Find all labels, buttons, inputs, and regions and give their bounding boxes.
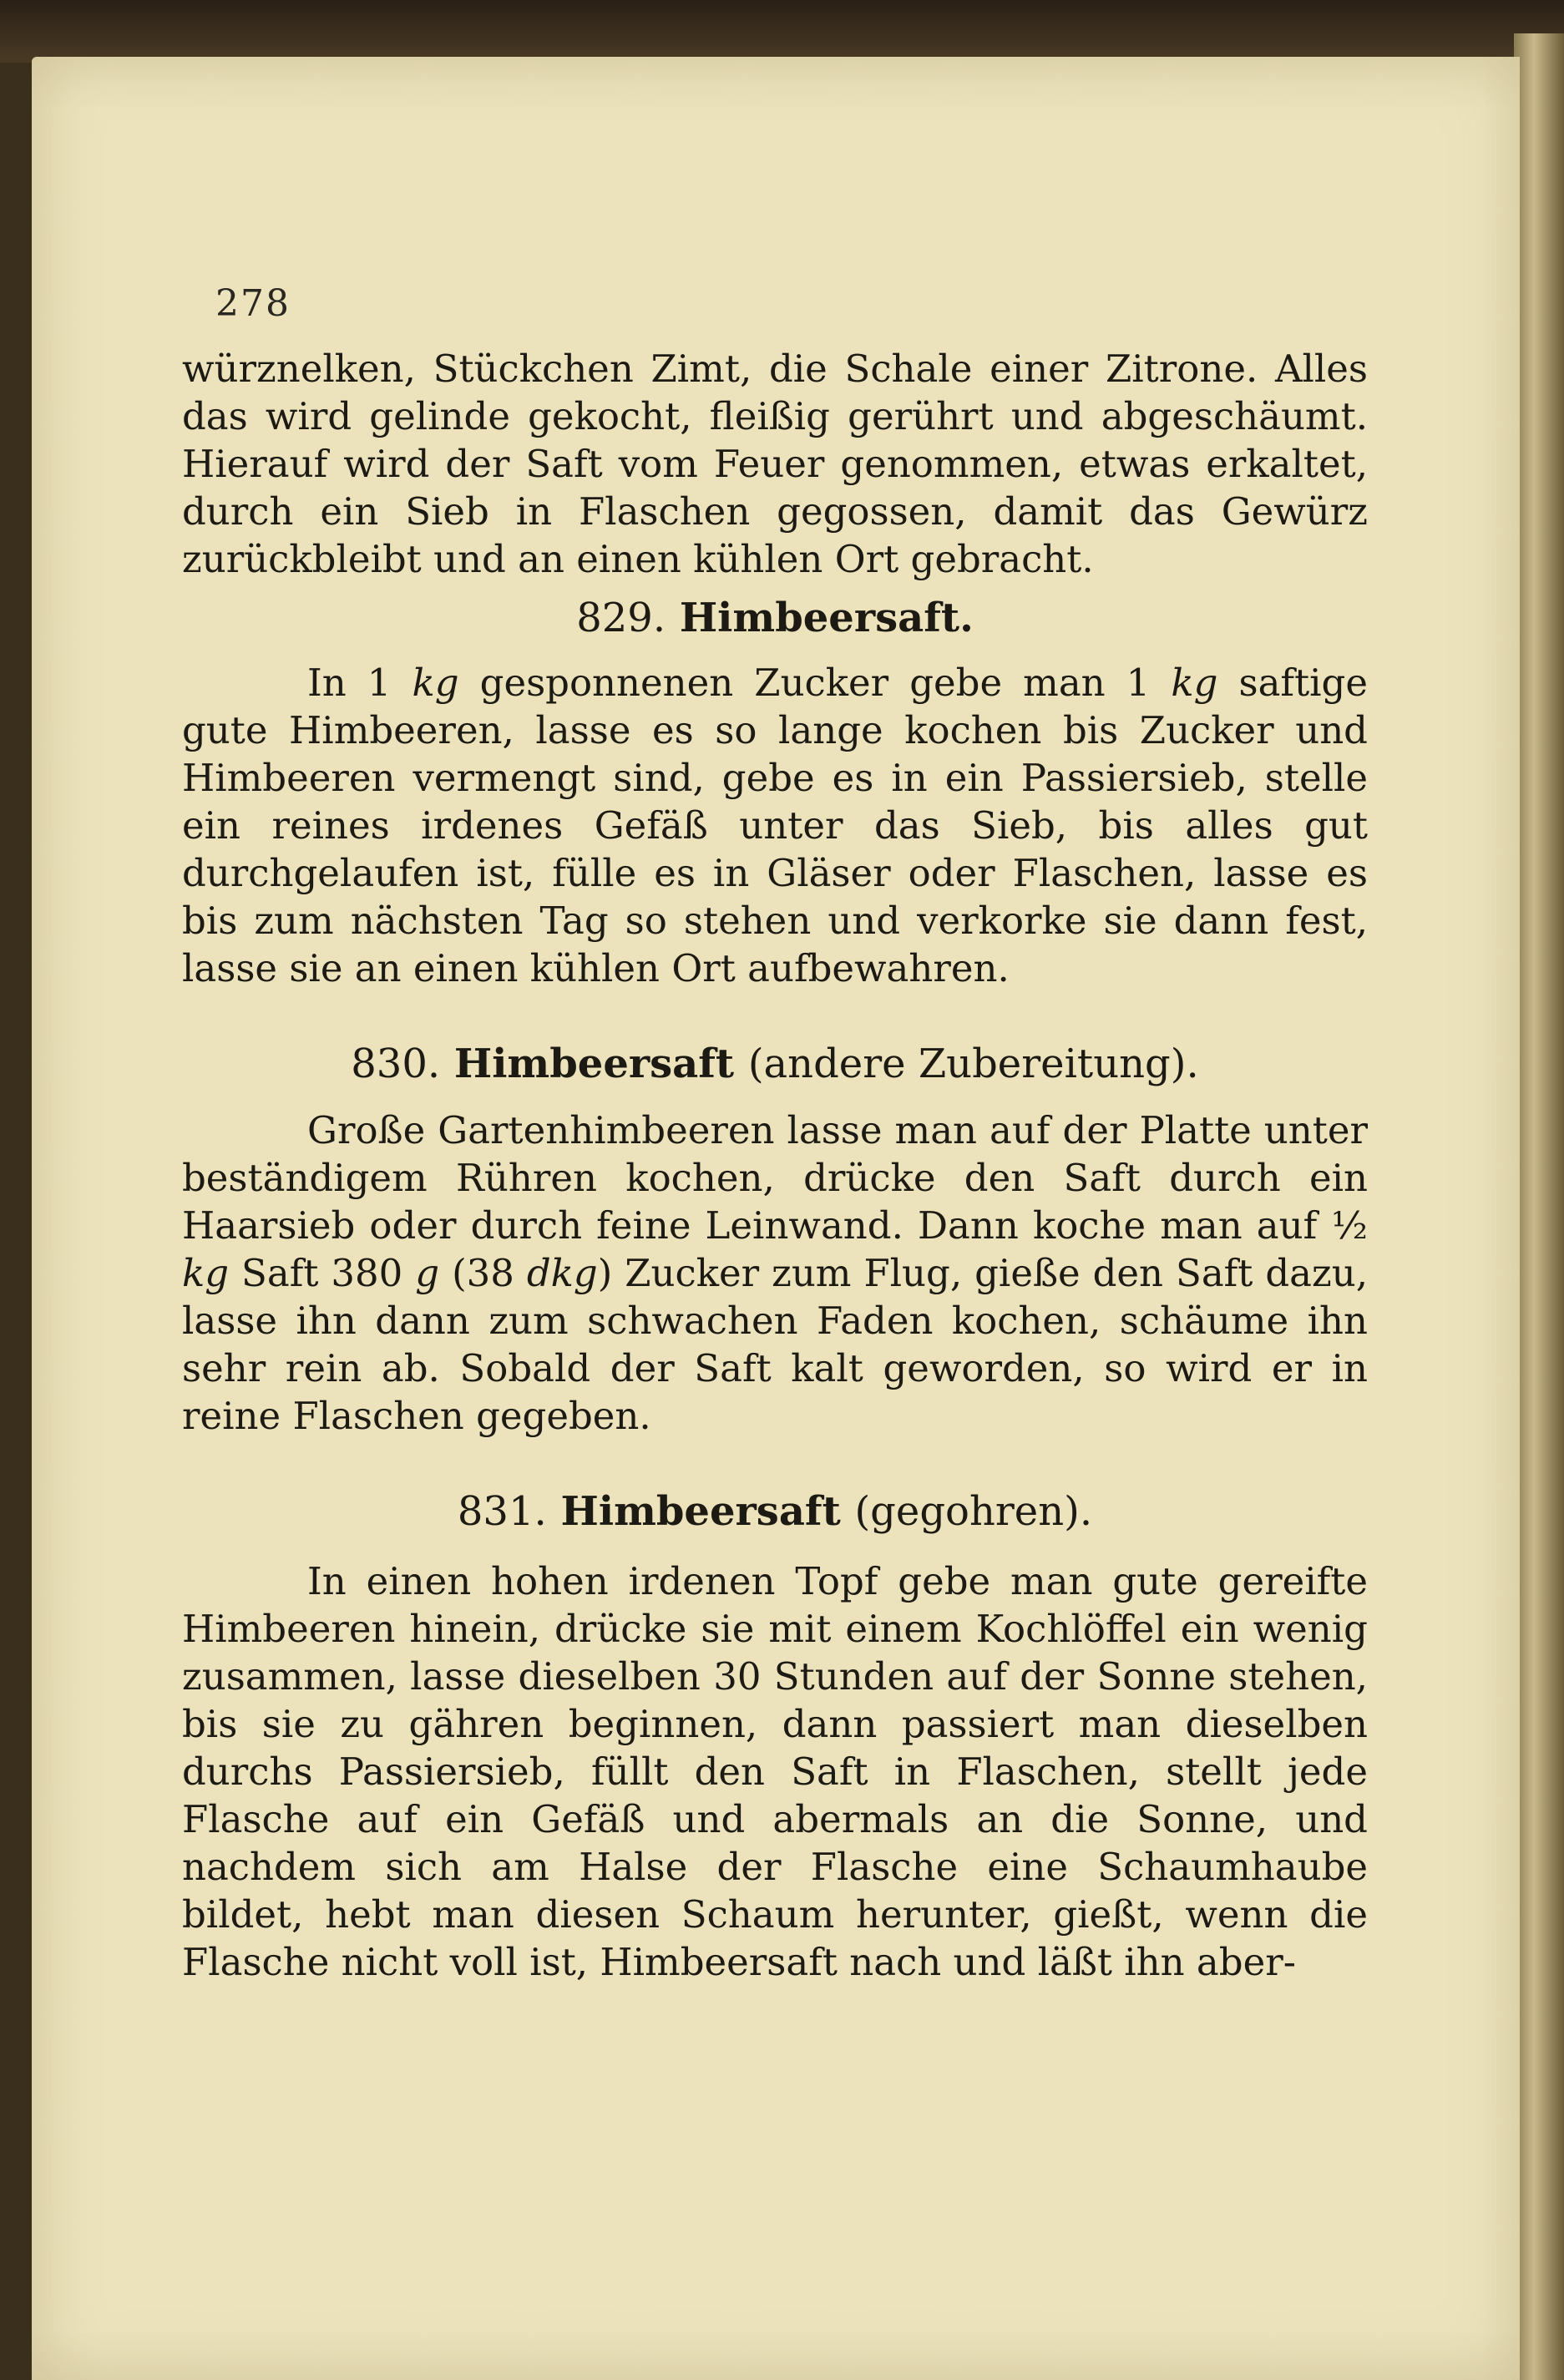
unit-abbrev: g [415,1251,440,1295]
recipe-subtitle: (gegohren). [854,1488,1093,1535]
recipe-heading-830 [182,1041,1368,1088]
unit-abbrev: kg [1171,661,1218,705]
recipe-text-829 [182,659,1368,992]
scan-top-background [0,0,1564,63]
recipe-text-831 [182,1557,1368,1986]
unit-abbrev: kg [182,1251,230,1295]
unit-abbrev: dkg [526,1251,598,1295]
book-page [32,57,1520,2380]
text-segment: saftige gute Himbeeren, lasse es so lange kochen bis Zucker und Himbeeren vermengt sind, gebe es in ein Passiersieb, stelle ein reines irdenes Gefäß unter das Sieb, bis alles gut durchgelaufen ist, fülle es in Gläser oder Flaschen, lasse es bis zum nächsten Tag so stehen und verkorke sie dann fest, lasse sie an einen kühlen Ort aufbewahren. [182,661,1368,990]
recipe-title: Himbeersaft [453,1041,735,1087]
recipe-number: 830. [351,1041,441,1087]
unit-abbrev: kg [412,661,459,705]
continuation-paragraph: würznelken, Stückchen Zimt, die Schale einer Zitrone. Alles das wird gelinde gekocht, fleißig gerührt und abgeschäumt. Hierauf wird der Saft vom Feuer genommen, etwas erkaltet, durch ein Sieb in Flaschen gegossen, damit das Gewürz zurückbleibt und an einen kühlen Ort gebracht. [182,347,1368,581]
recipe-subtitle: (andere Zubereitung). [747,1041,1199,1087]
recipe-number: 831. [457,1488,547,1535]
text-segment: Große Gartenhimbeeren lasse man auf der Platte unter beständigem Rühren kochen, drücke den Saft durch ein Haarsieb oder durch feine Leinwand. Dann koche man auf [182,1108,1368,1248]
recipe-title: Himbeersaft [560,1488,841,1535]
recipe-text-830 [182,1106,1368,1440]
fraction: ½ [1331,1203,1368,1248]
text-segment: Saft 380 [229,1251,416,1295]
text-segment: gesponnenen Zucker gebe man 1 [458,661,1172,705]
recipe-heading-829 [182,595,1368,642]
page-number: 278 [215,282,291,325]
recipe-number: 829. [576,595,666,641]
text-segment: In 1 [307,661,413,705]
page-content [182,345,1368,1986]
recipe-heading-831 [182,1488,1368,1536]
book-spine-edge [1514,33,1564,2380]
text-segment: (38 [439,1251,527,1295]
text-segment: In einen hohen irdenen Topf gebe man gute gereifte Himbeeren hinein, drücke sie mit einem Kochlöffel ein wenig zusammen, lasse dieselben 30 Stunden auf der Sonne stehen, bis sie zu gähren beginnen, dann passiert man dieselben durchs Passiersieb, füllt den Saft in Flaschen, stellt jede Flasche auf ein Gefäß und abermals an die Sonne, und nachdem sich am Halse der Flasche eine Schaumhaube bildet, hebt man diesen Schaum herunter, gießt, wenn die Flasche nicht voll ist, Himbeersaft nach und läßt ihn aber- [182,1559,1368,1984]
text-segment: ) Zucker zum Flug, gieße den Saft dazu, lasse ihn dann zum schwachen Faden kochen, schäume ihn sehr rein ab. Sobald der Saft kalt geworden, so wird er in reine Flaschen gegeben. [182,1251,1368,1438]
recipe-title: Himbeersaft. [679,595,974,641]
